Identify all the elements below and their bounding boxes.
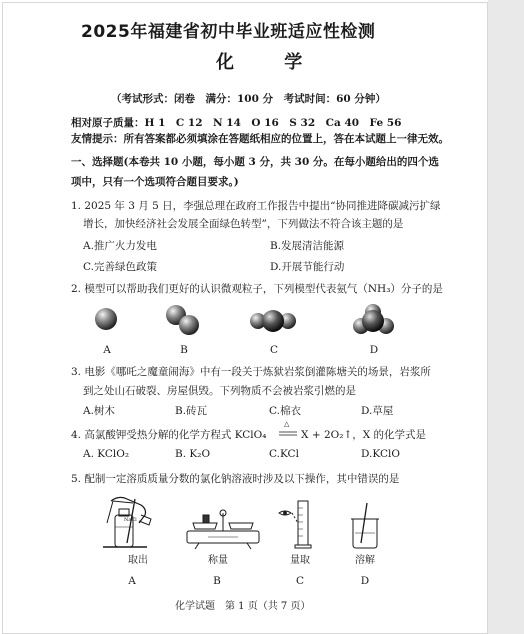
- exam-page: [2, 2, 488, 634]
- nacl-bottle-label: NaCl: [124, 517, 137, 523]
- q4-prefix: 4. 高氯酸钾受热分解的化学方程式 KClO₄: [71, 429, 267, 441]
- q5-text: 5. 配制一定溶质质量分数的氯化钠溶液时涉及以下操作，其中错误的是: [71, 473, 400, 485]
- q3-option-b: B.砖瓦: [175, 405, 208, 417]
- q4-suffix: X + 2O₂↑，X 的化学式是: [301, 429, 427, 441]
- viewer-scrollbar-track[interactable]: [488, 0, 524, 634]
- q4-option-b: B. K₂O: [175, 448, 211, 460]
- q3-line2: 到之处山石破裂、房屋俱毁。下列物质不会被岩浆引燃的是: [83, 385, 356, 397]
- section1-line2: 项中，只有一个选项符合题目要求。): [71, 176, 239, 188]
- q3-option-a: A.树木: [83, 405, 115, 417]
- q3-option-d: D.草屋: [361, 405, 394, 417]
- q1-option-d: D.开展节能行动: [270, 261, 345, 273]
- q1-line2: 增长，加快经济社会发展全面绿色转型”，下列做法不符合该主题的是: [83, 218, 404, 230]
- q3-option-c: C.棉衣: [269, 405, 301, 417]
- atomic-masses: 相对原子质量：H 1 C 12 N 14 O 16 S 32 Ca 40 Fe 56: [71, 117, 402, 129]
- q4-option-d: D.KClO: [361, 448, 400, 460]
- q3-line1: 3. 电影《哪吒之魔童闹海》中有一段关于炼狱岩浆倒灌陈塘关的场景，岩浆所: [71, 366, 431, 378]
- operation-d-drawing: [351, 503, 379, 548]
- operation-c-drawing: [279, 501, 311, 548]
- subject-title: 化 学: [216, 52, 325, 73]
- q2-text: 2. 模型可以帮助我们更好的认识微观粒子，下列模型代表氨气（NH₃）分子的是: [71, 283, 443, 295]
- q1-option-a: A.推广火力发电: [83, 240, 157, 252]
- q4-option-a: A. KClO₂: [83, 448, 130, 460]
- q1-line1: 1. 2025 年 3 月 5 日，李强总理在政府工作报告中提出“协同推进降碳减污扩绿: [71, 200, 441, 212]
- q5-label-a: A: [128, 575, 136, 587]
- q2-label-d: D: [369, 344, 379, 356]
- exam-info: （考试形式：闭卷 满分：100 分 考试时间：60 分钟）: [111, 93, 386, 105]
- q5-label-d: D: [360, 575, 370, 587]
- q5-label-b: B: [213, 575, 221, 587]
- reminder: 友情提示：所有答案都必须填涂在答题纸相应的位置上，答在本试题上一律无效。: [71, 133, 449, 145]
- page-footer: 化学试题 第 1 页（共 7 页）: [175, 601, 311, 612]
- q2-label-b: B: [180, 344, 188, 356]
- operation-b-drawing: [187, 510, 259, 549]
- q1-option-b: B.发展清洁能源: [270, 240, 345, 252]
- page-title: 2025年福建省初中毕业班适应性检测: [81, 22, 376, 42]
- q4-option-c: C.KCl: [269, 448, 299, 460]
- lab-operations: [3, 3, 487, 633]
- q5-label-c: C: [295, 575, 305, 587]
- q1-option-c: C.完善绿色政策: [83, 261, 157, 273]
- q5-step-b: 称量: [208, 555, 228, 566]
- q4-heat-mark: △: [284, 420, 290, 428]
- section1-line1: 一、选择题(本卷共 10 小题，每小题 3 分，共 30 分。在每小题给出的四个选: [71, 156, 439, 168]
- q2-label-a: A: [103, 344, 111, 356]
- q2-label-c: C: [269, 344, 279, 356]
- q5-step-a: 取出: [128, 555, 148, 566]
- q5-step-d: 溶解: [355, 555, 375, 566]
- q5-step-c: 量取: [290, 555, 310, 566]
